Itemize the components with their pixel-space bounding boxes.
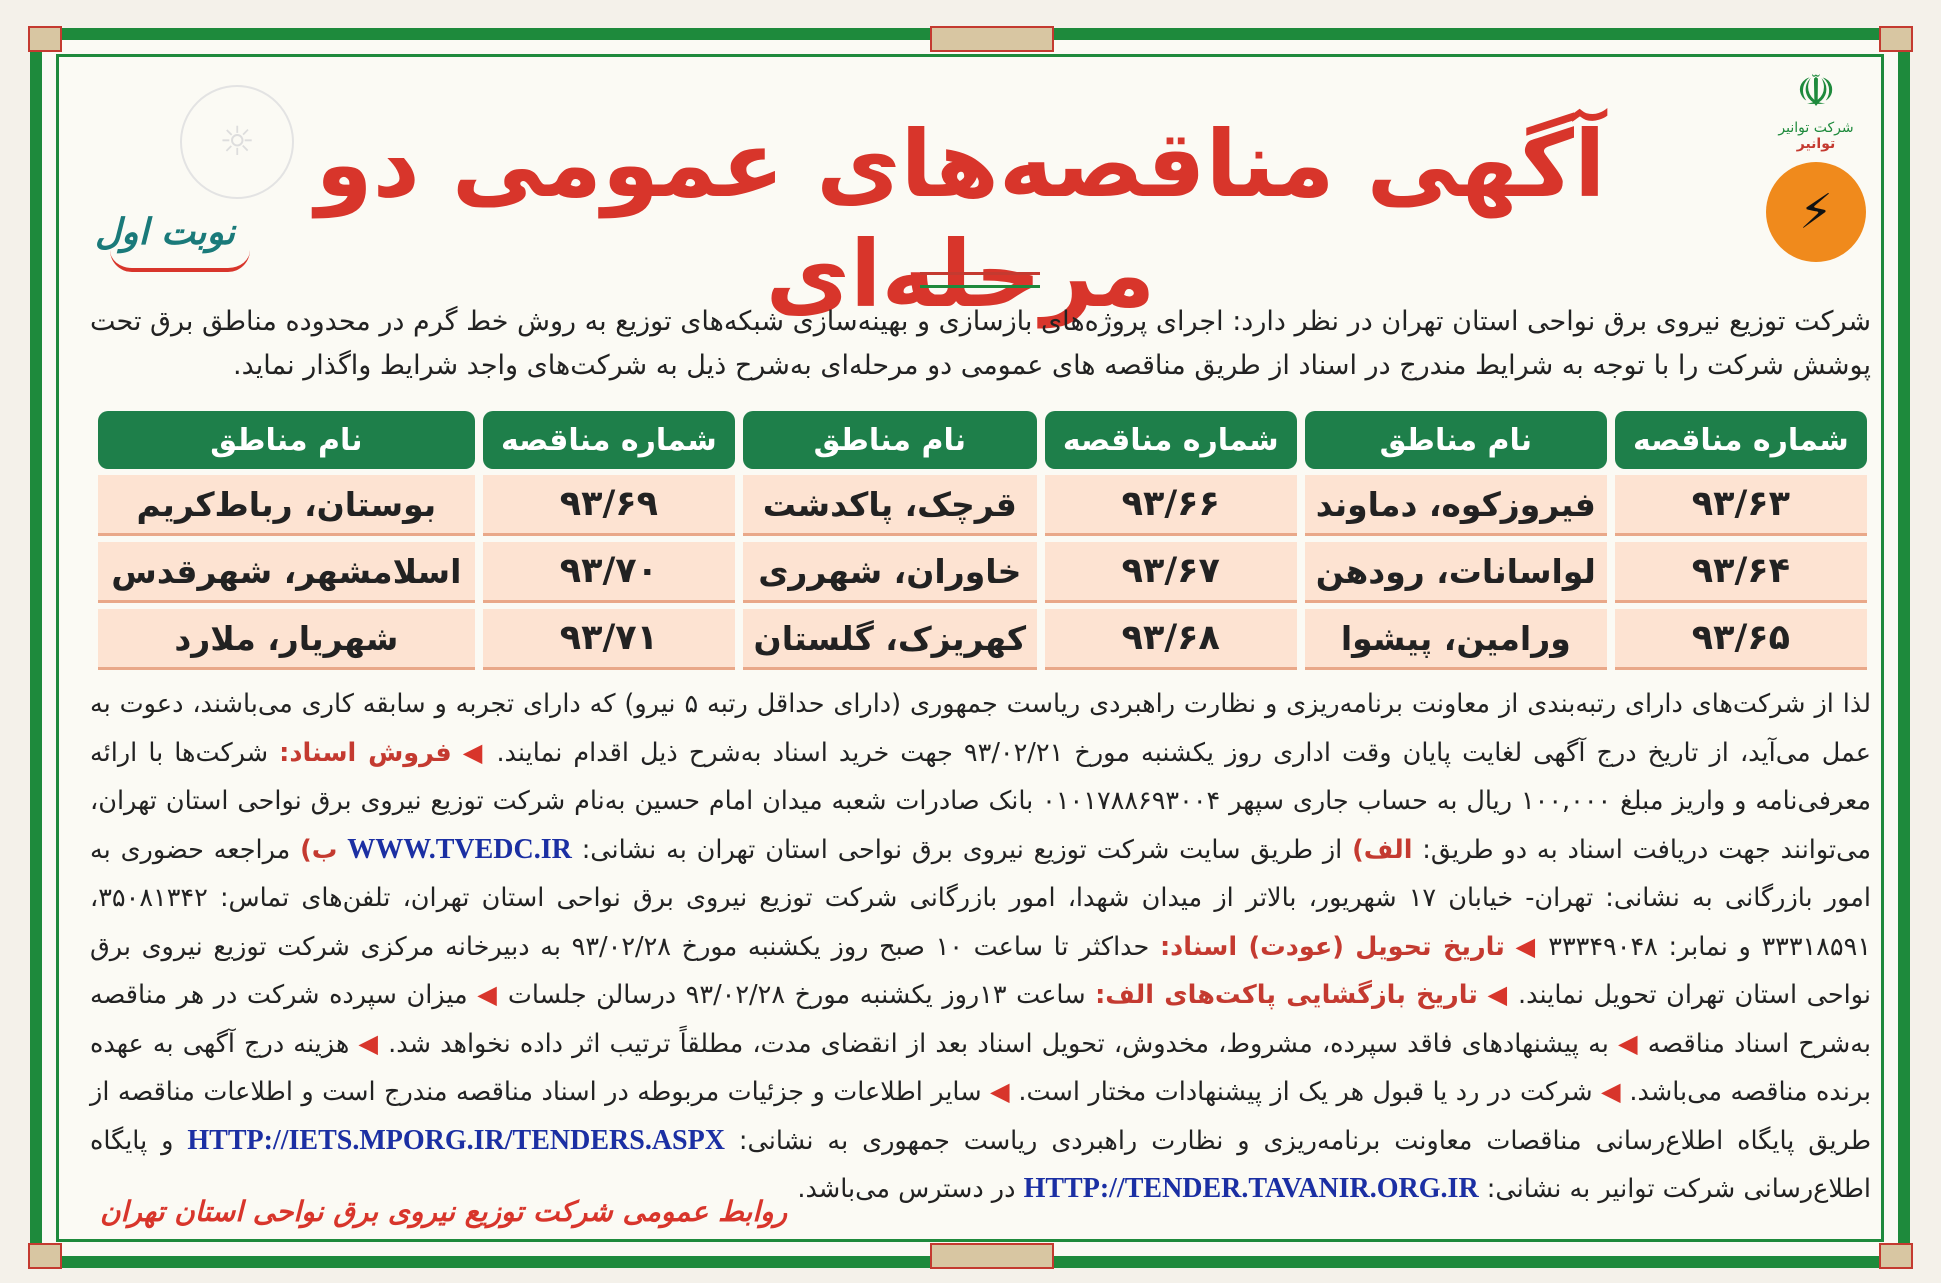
way-b-label: ب) [300,834,338,865]
iets-link[interactable]: HTTP://IETS.MPORG.IR/TENDERS.ASPX [187,1124,725,1156]
opening-text: ساعت ۱۳روز یکشنبه مورخ ۹۳/۰۲/۲۸ درسالن جلسات [507,980,1086,1010]
sale-text: شرکت‌ها با ارائه معرفی‌نامه و واریز مبلغ ۱۰۰,۰۰۰ ریال به حساب جاری سپهر ۰۱۰۱۷۸۸۶۹۳۰۰۴ بانک صادرات شعبه میدان امام حسین به‌نام شرکت توزیع نیروی برق نواحی استان تهران، می‌توانند جهت دریافت اسناد به دو طریق: [90,737,1872,865]
region-name-cell: کهریزک، گلستان [743,609,1037,670]
public-relations-signature: روابط عمومی شرکت توزیع نیروی برق نواحی استان تهران [100,1195,788,1228]
iran-emblem-icon: ☫ [1796,66,1836,117]
body-text [90,680,1871,1214]
invalid-bids-text: به پیشنهادهای فاقد سپرده، مشروط، مخدوش، تحویل اسناد بعد از انقضای مدت، مطلقاً ترتیب اثر داده نخواهد شد. [388,1028,1609,1059]
frame-top-ornament [930,26,1054,52]
company-logo [1751,66,1881,280]
info-text-3: در دسترس می‌باشد. [797,1174,1016,1204]
region-name-cell: بوستان، رباط‌کریم [98,475,475,536]
tender-number-cell: ۹۳/۶۸ [1045,609,1297,670]
table-row [98,475,1867,536]
info-text-2: و پایگاه اطلاع‌رسانی شرکت توانیر به نشانی: [90,1125,1871,1204]
column-header: نام مناطق [98,411,475,469]
table-row [98,542,1867,603]
bullet-arrow-icon: ◀ [477,980,499,1010]
info-text: سایر اطلاعات و جزئیات مربوطه در اسناد مناقصه مندرج است و اطلاعات مناقصه از طریق پایگاه اطلاع‌رسانی مناقصات معاونت برنامه‌ریزی و نظارت راهبردی ریاست جمهوری به نشانی: [90,1077,1871,1156]
frame-corner-ornament [28,1243,62,1269]
column-header: نام مناطق [743,411,1037,469]
tvedc-website-link[interactable]: WWW.TVEDC.IR [347,833,572,865]
region-name-cell: لواسانات، رودهن [1305,542,1607,603]
frame-corner-ornament [1879,1243,1913,1269]
tender-number-cell: ۹۳/۶۹ [483,475,735,536]
intro-paragraph: شرکت توزیع نیروی برق نواحی استان تهران در نظر دارد: اجرای پروژه‌های بازسازی و بهینه‌سازی شبکه‌های توزیع به روش خط گرم در محدوده مناطق برق تحت پوشش شرکت را با توجه به شرایط مندرج در اسناد از طریق مناقصه های عمومی دو مرحله‌ای به‌شرح ذیل به شرکت‌های واجد شرایط واگذار نماید. [90,306,1871,381]
region-name-cell: اسلامشهر، شهرقدس [98,542,475,603]
opening-label: تاریخ بازگشایی پاکت‌های الف: [1095,980,1478,1010]
region-name-cell: خاوران، شهرری [743,542,1037,603]
bullet-arrow-icon: ◀ [1601,1077,1621,1107]
delivery-label: تاریخ تحویل (عودت) اسناد: [1159,931,1505,962]
frame-corner-ornament [28,26,62,52]
sale-label: فروش اسناد: [279,737,452,768]
bullet-arrow-icon: ◀ [1618,1028,1639,1059]
column-header: نام مناطق [1305,411,1607,469]
frame-corner-ornament [1879,26,1913,52]
table-header-row [98,411,1867,469]
logo-company-line1: شرکت توانیر [1778,120,1854,136]
bullet-arrow-icon: ◀ [1487,980,1509,1010]
title-divider [920,272,1040,288]
turn-swash-decoration [110,250,250,272]
bullet-arrow-icon: ◀ [462,737,486,768]
tender-number-cell: ۹۳/۶۶ [1045,475,1297,536]
ad-cost-text: هزینه درج آگهی به عهده برنده مناقصه می‌باشد. [90,1028,1872,1107]
region-name-cell: قرچک، پاکدشت [743,475,1037,536]
region-name-cell: شهریار، ملارد [98,609,475,670]
column-header: شماره مناقصه [483,411,735,469]
column-header: شماره مناقصه [1045,411,1297,469]
region-name-cell: ورامین، پیشوا [1305,609,1607,670]
faded-seal-icon: ☼ [180,85,294,199]
tender-table [90,405,1875,676]
way-a-text: از طریق سایت شرکت توزیع نیروی برق نواحی استان تهران به نشانی: [581,834,1343,865]
logo-company-line2: توانیر [1796,136,1836,152]
frame-bottom-ornament [930,1243,1054,1269]
tavanir-tender-link[interactable]: HTTP://TENDER.TAVANIR.ORG.IR [1023,1173,1479,1204]
region-name-cell: فیروزکوه، دماوند [1305,475,1607,536]
tender-number-cell: ۹۳/۷۱ [483,609,735,670]
tender-number-cell: ۹۳/۷۰ [483,542,735,603]
tender-number-cell: ۹۳/۶۵ [1615,609,1867,670]
tender-number-cell: ۹۳/۶۴ [1615,542,1867,603]
delivery-text: حداکثر تا ساعت ۱۰ صبح روز یکشنبه مورخ ۹۳/۰۲/۲۸ به دبیرخانه مرکزی شرکت توزیع نیروی برق نواحی استان تهران تحویل نمایند. [90,931,1871,1010]
table-row [98,609,1867,670]
turn-label: نوبت اول [95,212,236,253]
tavanir-logo-icon: ⚡ [1766,162,1866,262]
column-header: شماره مناقصه [1615,411,1867,469]
deposit-text: میزان سپرده شرکت در هر مناقصه به‌شرح اسناد مناقصه [90,980,1872,1059]
bullet-arrow-icon: ◀ [990,1077,1010,1107]
bullet-arrow-icon: ◀ [1515,931,1538,962]
way-b-text: مراجعه حضوری به امور بازرگانی به نشانی: تهران- خیابان ۱۷ شهریور، بالاتر از میدان شهدا، امور بازرگانی شرکت توزیع نیروی برق نواحی استان تهران، تلفن‌های تماس: ۳۵۰۸۱۳۴۲، ۳۳۳۱۸۵۹۱ و نمابر: ۳۳۳۴۹۰۴۸ [90,834,1872,962]
invitation-text: لذا از شرکت‌های دارای رتبه‌بندی از معاونت برنامه‌ریزی و نظارت راهبردی ریاست جمهوری (دارای حداقل رتبه ۵ نیرو) که دارای تجربه و سابقه کاری می‌باشند، دعوت به عمل می‌آید، از تاریخ درج آگهی لغایت پایان وقت اداری روز یکشنبه مورخ ۹۳/۰۲/۲۱ جهت خرید اسناد به‌شرح ذیل اقدام نمایند. [90,689,1871,768]
tender-number-cell: ۹۳/۶۷ [1045,542,1297,603]
page-title: آگهی مناقصه‌های عمومی دو مرحله‌ای [315,111,1606,329]
way-a-label: الف) [1352,834,1413,865]
tender-number-cell: ۹۳/۶۳ [1615,475,1867,536]
bullet-arrow-icon: ◀ [358,1028,380,1059]
reject-text: شرکت در رد یا قبول هر یک از پیشنهادات مختار است. [1018,1077,1593,1107]
